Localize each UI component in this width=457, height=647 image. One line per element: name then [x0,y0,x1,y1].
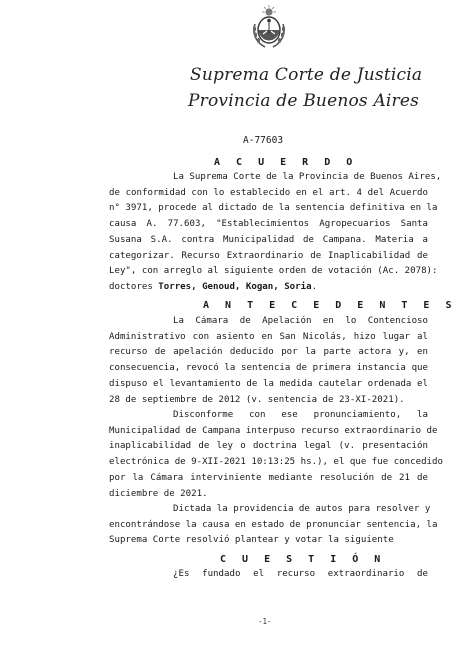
text-line [109,280,428,296]
text-line: por la Cámara interviniente mediante resolución de 21 de [109,472,428,483]
heading-cuestion: C U E S T I Ó N [220,554,386,565]
text-line: ¿Es fundado el recurso extraordinario de [173,569,428,579]
text-line: Susana S.A. contra Municipalidad de Campana. Materia a [109,234,428,245]
court-name: Suprema Corte de Justicia [190,65,423,85]
province-name: Provincia de Buenos Aires [188,91,420,111]
case-number: A-77603 [243,135,284,146]
text-line: Municipalidad de Campana interpuso recurso extraordinario de [109,425,438,436]
text-line: dispuso el levantamiento de la medida cautelar ordenada el [109,378,428,389]
text-line: de conformidad con lo establecido en el art. 4 del Acuerdo [109,187,428,198]
text-line: Dictada la providencia de autos para resolver y [173,504,431,514]
judges-order: Torres, Genoud, Kogan, Soria [158,281,312,292]
text-line: Suprema Corte resolvió plantear y votar la siguiente [109,535,394,546]
paragraph-acuerdo [109,170,442,296]
text-fragment: doctores [109,281,159,292]
text-line: recurso de apelación deducido por la parte actora y, en [109,347,428,358]
text-line: 28 de septiembre de 2012 (v. sentencia de 23-XI-2021). [109,394,405,405]
text-line: La Suprema Corte de la Provincia de Buenos Aires, [173,172,442,182]
paragraph-antecedentes-2 [109,408,443,502]
heading-acuerdo: A C U E R D O [214,157,358,168]
text-line: electrónica de 9-XII-2021 10:13:25 hs.), el que fue concedido [109,457,443,468]
text-line: consecuencia, revocó la sentencia de primera instancia que [109,363,428,374]
paragraph-antecedentes-1 [109,314,428,408]
heading-antecedentes: A N T E C E D E N T E S [203,300,457,311]
court-letterhead [188,62,423,114]
text-line: encontrándose la causa en estado de pronunciar sentencia, la [109,519,438,530]
text-line: diciembre de 2021. [109,488,208,499]
page-number: -1- [258,617,272,626]
coat-of-arms-icon [250,4,288,50]
text-line: causa A. 77.603, "Establecimientos Agropecuarios Santa [109,219,428,230]
text-fragment: . [311,281,318,292]
text-line: La Cámara de Apelación en lo Contencioso [173,316,428,326]
text-line: Administrativo con asiento en San Nicolás, hizo lugar al [109,331,428,342]
paragraph-antecedentes-3 [109,502,438,549]
paragraph-cuestion [109,567,428,583]
text-line: inaplicabilidad de ley o doctrina legal (v. presentación [109,441,428,452]
text-line: n° 3971, procede al dictado de la sentencia definitiva en la [109,203,438,214]
text-line: categorizar. Recurso Extraordinario de Inaplicabilidad de [109,250,428,261]
text-line: Ley", con arreglo al siguiente orden de votación (Ac. 2078): [109,266,438,277]
text-line: Disconforme con ese pronunciamiento, la [173,410,428,420]
